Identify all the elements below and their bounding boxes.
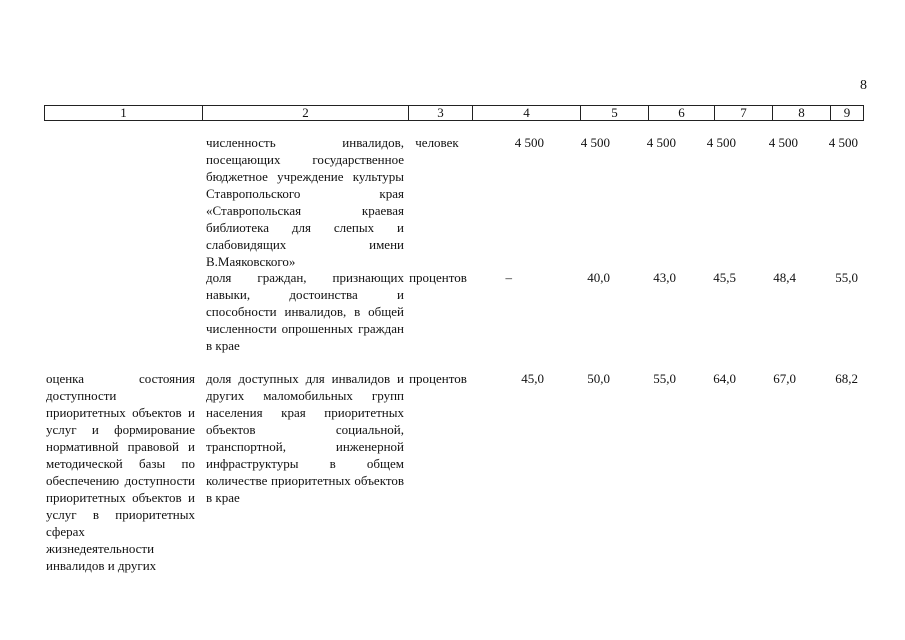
- row2-indicator-text: доля граждан, признающих навыки, достоинства и способности инвалидов, в общей численности опрошенных граждан в крае: [206, 270, 404, 353]
- header-col-3: 3: [409, 106, 473, 120]
- row1-value-col4: 4 500: [514, 135, 544, 150]
- header-col-4: 4: [473, 106, 581, 120]
- row1-unit: человек: [415, 135, 459, 150]
- header-col-7: 7: [715, 106, 773, 120]
- row3-value-col7: 64,0: [713, 371, 736, 386]
- header-col-2: 2: [203, 106, 409, 120]
- row3-value-col9: 68,2: [835, 371, 858, 386]
- header-col-6: 6: [649, 106, 715, 120]
- row1-value-col6: 4 500: [646, 135, 676, 150]
- row2-value-col7: 45,5: [713, 270, 736, 285]
- row2-unit: процентов: [409, 270, 467, 285]
- row3-value-col4: 45,0: [521, 371, 544, 386]
- row3-value-col5: 50,0: [587, 371, 610, 386]
- row2-value-col9: 55,0: [835, 270, 858, 285]
- header-col-1: 1: [45, 106, 203, 120]
- row3-indicator-text: доля доступных для инвалидов и других маломобильных групп населения края приоритетных объектов социальной, транспортной, инженерной инфраструктуры в общем количестве приоритетных объектов в крае: [206, 371, 404, 505]
- header-col-9: 9: [843, 105, 851, 120]
- page-number: 8: [860, 78, 867, 93]
- row1-value-col5: 4 500: [580, 135, 610, 150]
- row2-value-col5: 40,0: [587, 270, 610, 285]
- header-col-8: 8: [773, 106, 831, 120]
- table-header-row: [44, 105, 864, 121]
- row1-indicator-text: численность инвалидов, посещающих государственное бюджетное учреждение культуры Ставропольского края «Ставропольская краевая библиотека для слепых и слабовидящих имени В.Маяковского»: [206, 135, 404, 269]
- header-col-5: 5: [581, 106, 649, 120]
- row1-value-col9: 4 500: [828, 135, 858, 150]
- row1-value-col8: 4 500: [768, 135, 798, 150]
- row3-value-col6: 55,0: [653, 371, 676, 386]
- row2-value-col6: 43,0: [653, 270, 676, 285]
- row3-unit: процентов: [409, 371, 467, 386]
- row2-value-col8: 48,4: [773, 270, 796, 285]
- row3-value-col8: 67,0: [773, 371, 796, 386]
- row3-activity-text: оценка состояния доступности приоритетных объектов и услуг и формирование нормативной правовой и методической базы по обеспечению доступности приоритетных объектов и услуг в приоритетных сферах жизнедеятельности инвалидов и других: [46, 371, 195, 573]
- row2-value-col4: –: [505, 270, 512, 285]
- row1-value-col7: 4 500: [706, 135, 736, 150]
